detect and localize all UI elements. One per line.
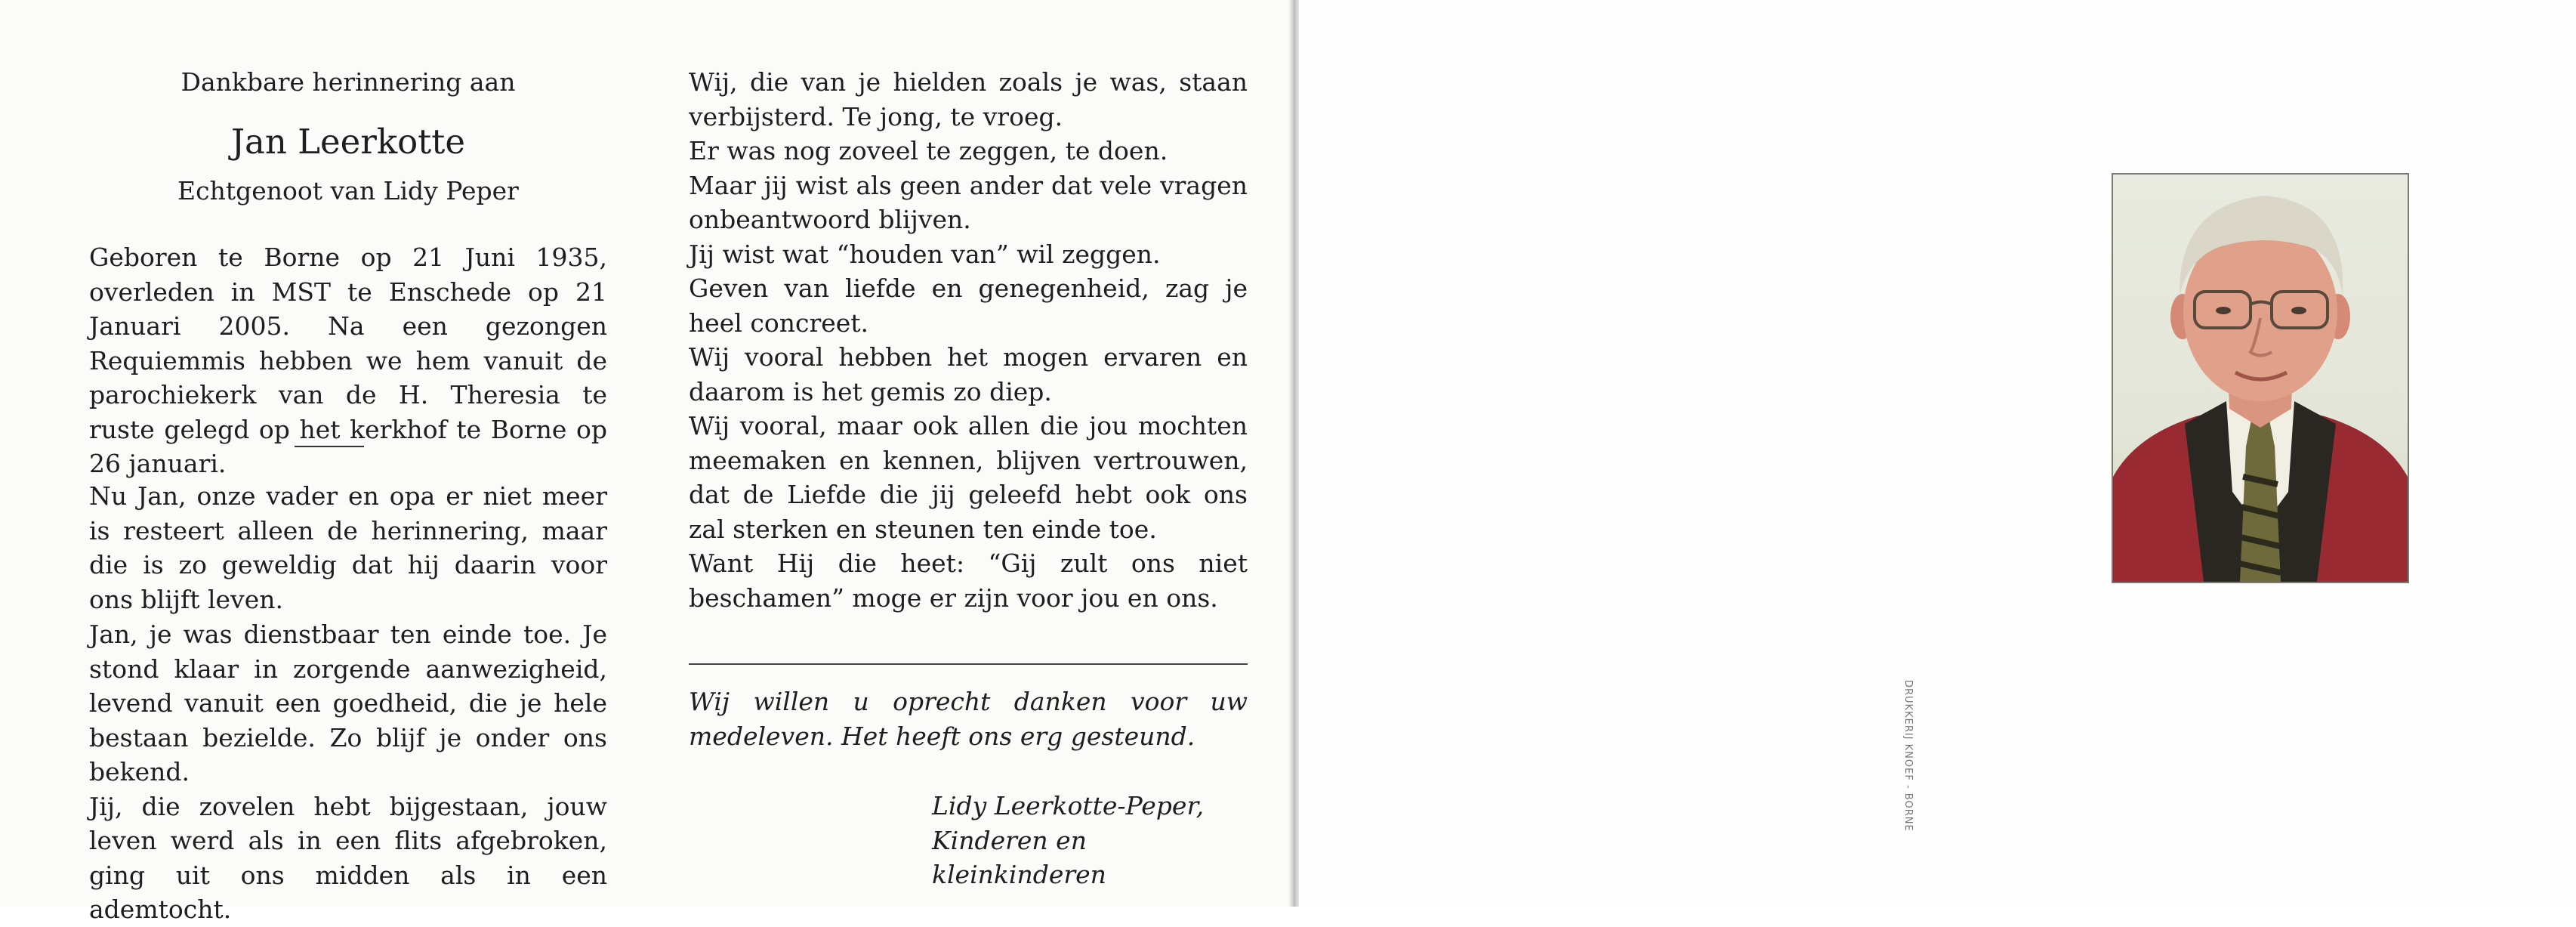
- portrait-photo: [2112, 173, 2409, 583]
- long-divider: [689, 663, 1248, 665]
- intro-line: Dankbare herinnering aan: [180, 67, 516, 97]
- poem-line: Er was nog zoveel te zeggen, te doen.: [689, 136, 1168, 165]
- deceased-name: Jan Leerkotte: [231, 122, 465, 162]
- signature-line: Kinderen en kleinkinderen: [932, 825, 1106, 889]
- card-fold: [1288, 0, 1299, 907]
- poem: [689, 65, 1248, 615]
- poem-line: Want Hij die heet: “Gij zult ons niet beschamen” moge er zijn voor jou en ons.: [689, 548, 1248, 613]
- poem-line: Maar jij wist als geen ander dat vele vragen onbeantwoord blijven.: [689, 170, 1248, 234]
- poem-line: Geven van liefde en genegenheid, zag je heel concreet.: [689, 273, 1248, 338]
- service-sentence: Jan, je was dienstbaar ten einde toe. Je stond klaar in zorgende aanwezigheid, levend vanuit een goedheid, die je hele bestaan bezielde. Zo blijf je onder ons bekend.: [89, 620, 607, 786]
- memory-paragraph: Nu Jan, onze vader en opa er niet meer is resteert alleen de herinnering, maar die is zo geweldig dat hij daarin voor ons blijft leven.: [89, 481, 607, 614]
- spouse-line: Echtgenoot van Lidy Peper: [177, 176, 519, 205]
- poem-line: Wij, die van je hielden zoals je was, staan verbijsterd. Te jong, te vroeg.: [689, 67, 1248, 131]
- short-divider: [295, 446, 364, 447]
- poem-line: Wij vooral hebben het mogen ervaren en daarom is het gemis zo diep.: [689, 342, 1248, 406]
- signature-block: [932, 789, 1249, 892]
- poem-line: Jij wist wat “houden van” wil zeggen.: [689, 239, 1161, 269]
- printer-imprint: DRUKKERIJ KNOEF - BORNE: [1902, 680, 1914, 832]
- service-paragraph: [89, 617, 607, 927]
- signature-line: Lidy Leerkotte-Peper,: [932, 791, 1205, 820]
- poem-line: Wij vooral, maar ook allen die jou mochten meemaken en kennen, blijven vertrouwen, dat de Liefde die jij geleefd hebt ook ons zal sterken en steunen ten einde toe.: [689, 411, 1248, 544]
- thanks-text: Wij willen u oprecht danken voor uw medeleven. Het heeft ons erg gesteund.: [689, 687, 1248, 751]
- bio-paragraph: Geboren te Borne op 21 Juni 1935, overleden in MST te Enschede op 21 Januari 2005. Na een gezongen Requiemmis hebben we hem vanuit de parochiekerk van de H. Theresia te ruste gelegd op het kerkhof te Borne op 26 januari.: [89, 243, 607, 478]
- service-sentence: Jij, die zovelen hebt bijgestaan, jouw leven werd als in een flits afgebroken, ging uit ons midden als in een ademtocht.: [89, 791, 607, 924]
- portrait-illustration: [2113, 175, 2408, 582]
